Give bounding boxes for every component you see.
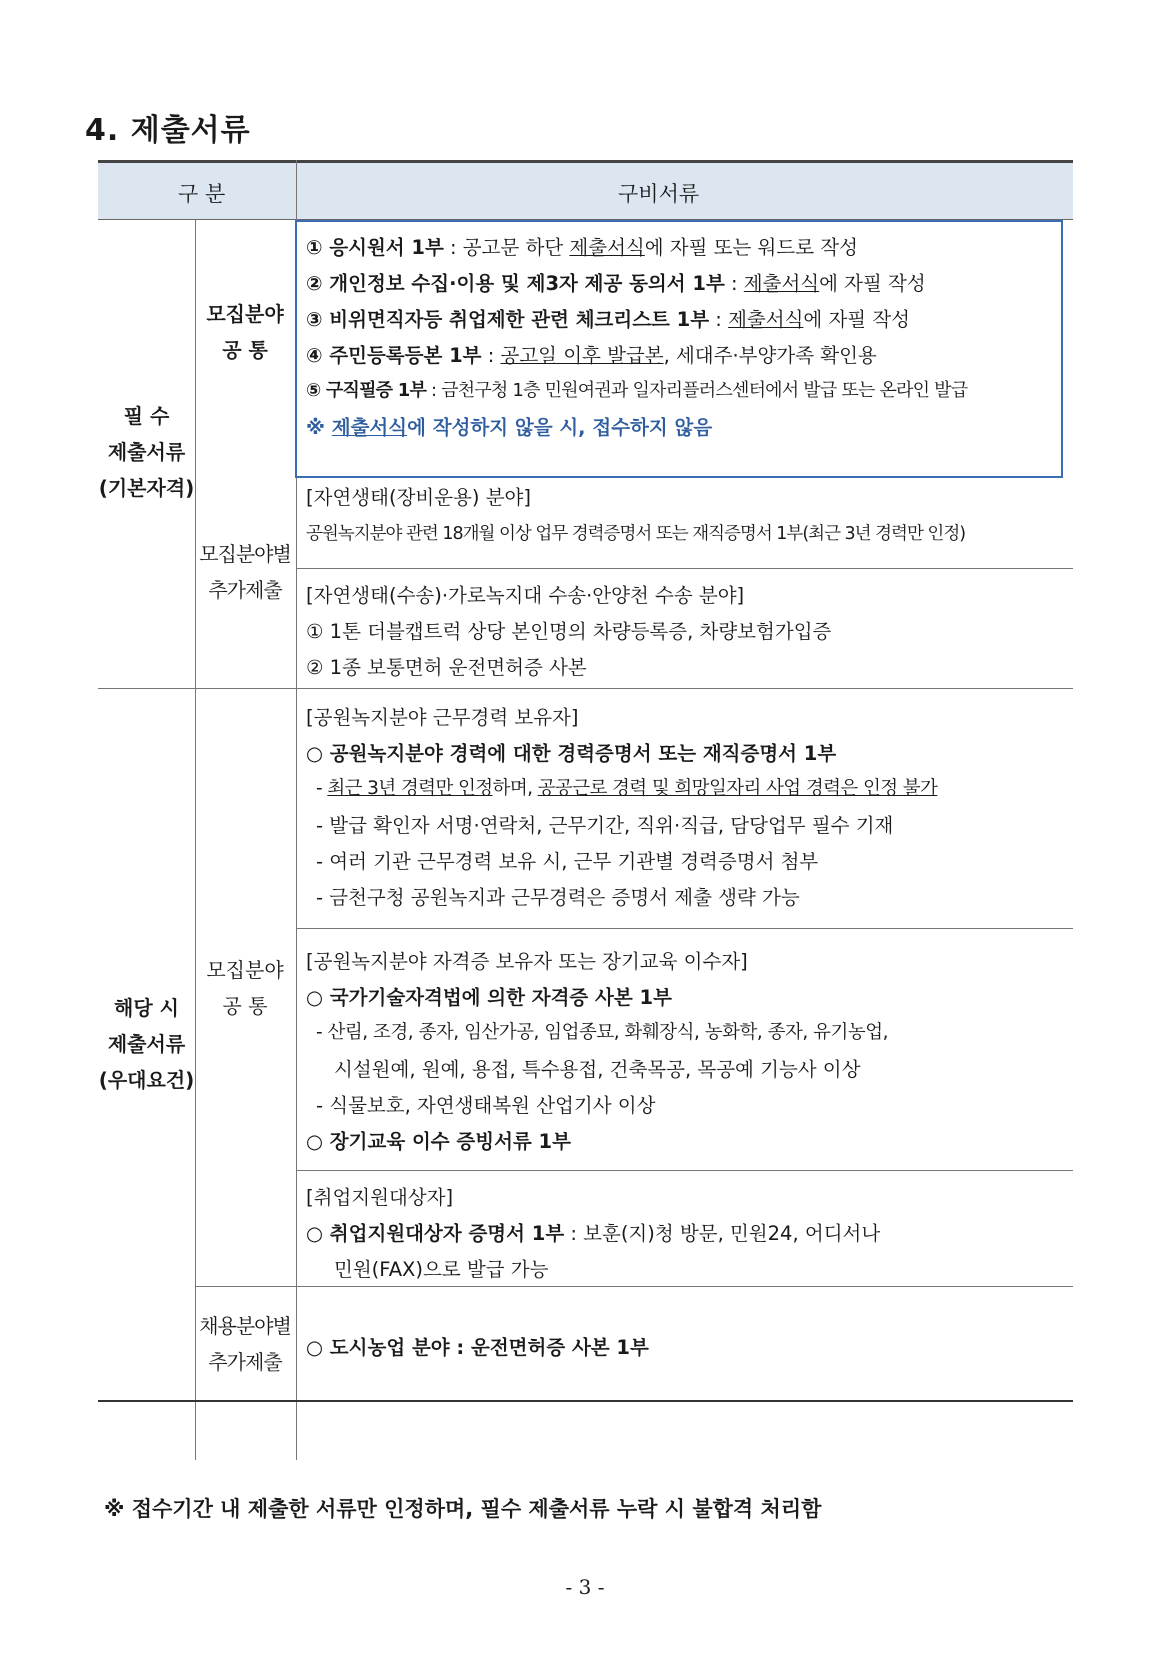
required-common-label: 모집분야 공 통 [206, 302, 284, 362]
divider [296, 928, 1073, 929]
divider [296, 160, 297, 220]
table-header [98, 160, 1073, 220]
divider [296, 1170, 1073, 1171]
required-item-4: ④ 주민등록등본 1부 : 공고일 이후 발급본, 세대주·부양가족 확인용 [306, 344, 877, 367]
support-line-2: 민원(FAX)으로 발급 가능 [334, 1258, 549, 1281]
footnote: ※ 접수기간 내 제출한 서류만 인정하며, 필수 제출서류 누락 시 불합격 처리함 [104, 1497, 822, 1521]
required-additional-label: 모집분야별 추가제출 [199, 542, 291, 602]
career-detail-3: - 여러 기관 근무경력 보유 시, 근무 기관별 경력증명서 첨부 [316, 850, 819, 873]
cert-detail-1-cont: 시설원예, 원예, 용접, 특수용접, 건축목공, 목공예 기능사 이상 [334, 1058, 861, 1081]
cert-main: ○ 국가기술자격법에 의한 자격증 사본 1부 [306, 986, 672, 1009]
career-main: ○ 공원녹지분야 경력에 대한 경력증명서 또는 재직증명서 1부 [306, 742, 837, 765]
header-documents: 구비서류 [618, 182, 700, 206]
career-detail-2: - 발급 확인자 서명·연락처, 근무기간, 직위·직급, 담당업무 필수 기재 [316, 814, 894, 837]
cert-main-2: ○ 장기교육 이수 증빙서류 1부 [306, 1130, 571, 1153]
required-item-2: ② 개인정보 수집·이용 및 제3자 제공 동의서 1부 : 제출서식에 자필 작성 [306, 272, 926, 295]
table-bottom-border [98, 1400, 1073, 1402]
urban-farming-item: ○ 도시농업 분야 : 운전면허증 사본 1부 [306, 1336, 649, 1359]
career-title: [공원녹지분야 근무경력 보유자] [306, 706, 579, 729]
required-category: 필 수 제출서류 (기본자격) [98, 404, 195, 500]
documents-table [98, 160, 1073, 1478]
cert-detail-2: - 식물보호, 자연생태복원 산업기사 이상 [316, 1094, 656, 1117]
cert-detail-1: - 산림, 조경, 종자, 임산가공, 임업종묘, 화훼장식, 농화학, 종자, 유기농업, [316, 1022, 889, 1043]
page-number: - 3 - [565, 1575, 605, 1599]
support-main: ○ 취업지원대상자 증명서 1부 : 보훈(지)청 방문, 민원24, 어디서나 [306, 1222, 881, 1245]
nature-equipment-title: [자연생태(장비운용) 분야] [306, 486, 531, 509]
header-category: 구 분 [178, 182, 226, 206]
optional-common-label: 모집분야 공 통 [206, 958, 284, 1018]
optional-category: 해당 시 제출서류 (우대요건) [98, 996, 195, 1092]
required-item-1: ① 응시원서 1부 : 공고문 하단 제출서식에 자필 또는 워드로 작성 [306, 236, 858, 259]
career-detail-1: - 최근 3년 경력만 인정하며, 공공근로 경력 및 희망일자리 사업 경력은 인정 불가 [316, 778, 938, 799]
required-item-5: ⑤ 구직필증 1부 : 금천구청 1층 민원여권과 일자리플러스센터에서 발급 또는 온라인 발급 [306, 380, 968, 401]
divider [195, 220, 196, 1460]
support-title: [취업지원대상자] [306, 1186, 454, 1209]
career-detail-4: - 금천구청 공원녹지과 근무경력은 증명서 제출 생략 가능 [316, 886, 800, 909]
nature-equipment-text: 공원녹지분야 관련 18개월 이상 업무 경력증명서 또는 재직증명서 1부(최근 3년 경력만 인정) [306, 524, 966, 544]
section-title: 4. 제출서류 [85, 113, 251, 148]
cert-title: [공원녹지분야 자격증 보유자 또는 장기교육 이수자] [306, 950, 748, 973]
divider [195, 1286, 1073, 1287]
required-item-3: ③ 비위면직자등 취업제한 관련 체크리스트 1부 : 제출서식에 자필 작성 [306, 308, 911, 331]
required-note: ※ 제출서식에 작성하지 않을 시, 접수하지 않음 [306, 416, 713, 439]
divider [296, 568, 1073, 569]
transport-title: [자연생태(수송)·가로녹지대 수송·안양천 수송 분야] [306, 584, 745, 607]
optional-additional-label: 채용분야별 추가제출 [199, 1314, 291, 1374]
transport-item-2: ② 1종 보통면허 운전면허증 사본 [306, 656, 587, 679]
transport-item-1: ① 1톤 더블캡트럭 상당 본인명의 차량등록증, 차량보험가입증 [306, 620, 832, 643]
divider [98, 688, 1073, 689]
